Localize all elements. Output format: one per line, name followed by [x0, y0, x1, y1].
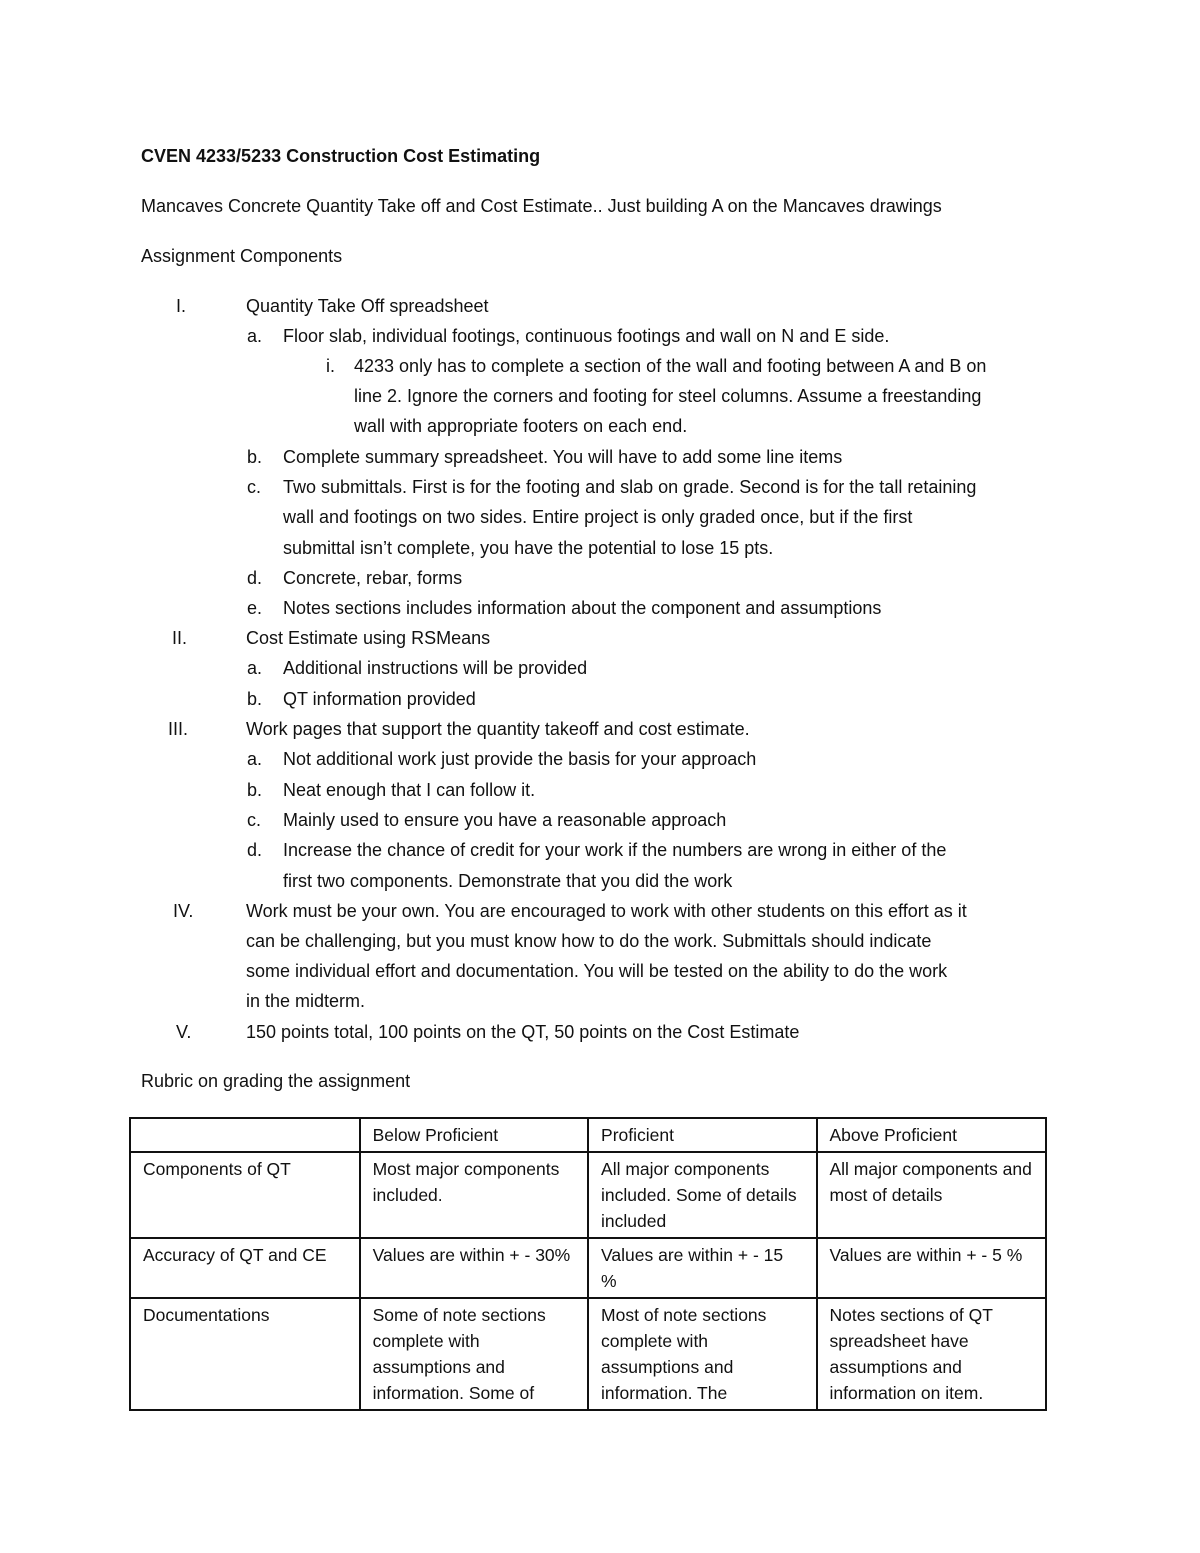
item-letter: b. [247, 447, 263, 467]
item-text: submittal isn’t complete, you have the potential to lose 15 pts. [283, 538, 774, 558]
item-letter: a. [247, 749, 263, 769]
item-letter: c. [247, 810, 262, 830]
subitem-number: i. [326, 356, 335, 376]
item-text: Mainly used to ensure you have a reasonable approach [283, 810, 727, 830]
table-cell: Accuracy of QT and CE [130, 1238, 360, 1298]
rubric-heading: Rubric on grading the assignment [141, 1071, 411, 1091]
item-text: Notes sections includes information about the component and assumptions [283, 598, 882, 618]
subitem-text: line 2. Ignore the corners and footing for steel columns. Assume a freestanding [354, 386, 982, 406]
table-cell: Most of note sections complete with assumptions and information. The [588, 1298, 816, 1410]
section-text: Quantity Take Off spreadsheet [246, 296, 489, 316]
section-text: 150 points total, 100 points on the QT, 50 points on the Cost Estimate [246, 1022, 800, 1042]
table-header-cell: Below Proficient [360, 1118, 588, 1152]
item-text: Floor slab, individual footings, continuous footings and wall on N and E side. [283, 326, 890, 346]
section-text: can be challenging, but you must know how to do the work. Submittals should indicate [246, 931, 932, 951]
table-cell: Values are within + - 30% [360, 1238, 588, 1298]
table-cell: All major components included. Some of details included [588, 1152, 816, 1238]
table-cell: Some of note sections complete with assumptions and information. Some of [360, 1298, 588, 1410]
section-number: V. [176, 1022, 192, 1042]
item-text: first two components. Demonstrate that you did the work [283, 871, 733, 891]
item-text: Concrete, rebar, forms [283, 568, 463, 588]
item-text: Complete summary spreadsheet. You will have to add some line items [283, 447, 843, 467]
item-text: Not additional work just provide the basis for your approach [283, 749, 757, 769]
item-text: QT information provided [283, 689, 476, 709]
item-letter: e. [247, 598, 263, 618]
section-number: I. [176, 296, 187, 316]
table-header-cell [130, 1118, 360, 1152]
table-cell: Notes sections of QT spreadsheet have assumptions and information on item. [817, 1298, 1047, 1410]
item-text: Increase the chance of credit for your work if the numbers are wrong in either of the [283, 840, 947, 860]
item-text: wall and footings on two sides. Entire project is only graded once, but if the first [283, 507, 913, 527]
section-text: Work must be your own. You are encouraged to work with other students on this effort as it [246, 901, 967, 921]
section-text: in the midterm. [246, 991, 366, 1011]
table-cell: All major components and most of details [817, 1152, 1047, 1238]
section-text: Cost Estimate using RSMeans [246, 628, 491, 648]
table-cell: Values are within + - 15 % [588, 1238, 816, 1298]
subitem-text: 4233 only has to complete a section of the wall and footing between A and B on [354, 356, 987, 376]
item-text: Additional instructions will be provided [283, 658, 588, 678]
item-letter: b. [247, 780, 263, 800]
item-letter: a. [247, 658, 263, 678]
section-text: Work pages that support the quantity takeoff and cost estimate. [246, 719, 750, 739]
table-cell: Documentations [130, 1298, 360, 1410]
item-letter: d. [247, 840, 263, 860]
doc-subtitle: Mancaves Concrete Quantity Take off and Cost Estimate.. Just building A on the Mancaves drawings [141, 196, 942, 216]
item-letter: c. [247, 477, 262, 497]
section-text: some individual effort and documentation. You will be tested on the ability to do the work [246, 961, 948, 981]
table-cell: Components of QT [130, 1152, 360, 1238]
table-cell: Most major components included. [360, 1152, 588, 1238]
item-text: Neat enough that I can follow it. [283, 780, 536, 800]
section-number: III. [168, 719, 189, 739]
table-header-cell: Proficient [588, 1118, 816, 1152]
table-header-cell: Above Proficient [817, 1118, 1047, 1152]
table-row [130, 1298, 1046, 1410]
section-number: II. [172, 628, 188, 648]
section-number: IV. [173, 901, 194, 921]
item-letter: b. [247, 689, 263, 709]
table-row [130, 1238, 1046, 1298]
item-text: Two submittals. First is for the footing and slab on grade. Second is for the tall retaining [283, 477, 977, 497]
item-letter: a. [247, 326, 263, 346]
rubric-table [129, 1117, 1047, 1411]
table-header-row [130, 1118, 1046, 1152]
table-row [130, 1152, 1046, 1238]
doc-title: CVEN 4233/5233 Construction Cost Estimating [141, 146, 541, 166]
table-cell: Values are within + - 5 % [817, 1238, 1047, 1298]
subitem-text: wall with appropriate footers on each end. [354, 416, 688, 436]
item-letter: d. [247, 568, 263, 588]
components-heading: Assignment Components [141, 246, 343, 266]
